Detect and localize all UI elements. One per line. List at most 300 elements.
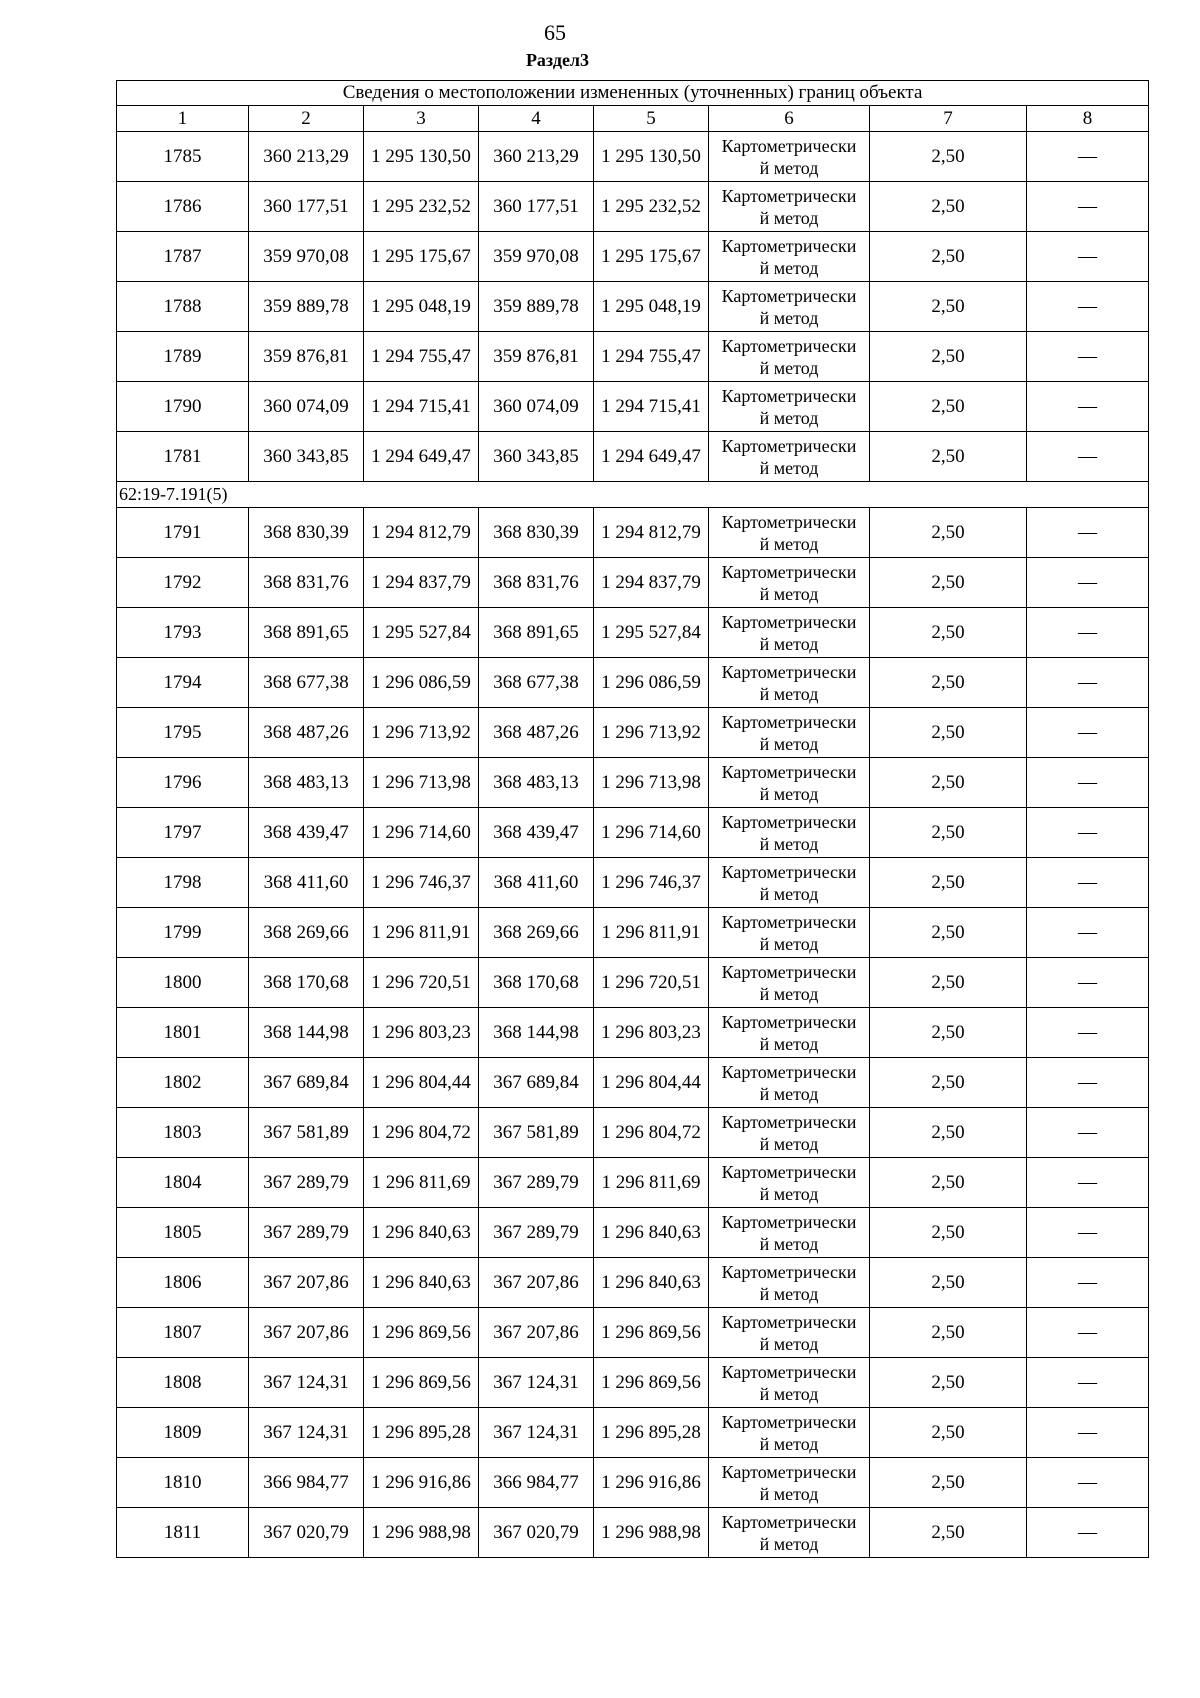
method-line-2: й метод <box>759 1433 819 1454</box>
x-new: 367 289,79 <box>479 1158 594 1208</box>
description-dash: — <box>1027 608 1149 658</box>
description-dash: — <box>1027 1458 1149 1508</box>
method-line-1: Картометрически <box>721 1161 857 1182</box>
precision: 2,50 <box>870 858 1027 908</box>
method-line-1: Картометрически <box>721 1261 857 1282</box>
method-line-1: Картометрически <box>721 1461 857 1482</box>
method <box>709 508 870 558</box>
y-new: 1 295 048,19 <box>594 282 709 332</box>
y-new: 1 295 175,67 <box>594 232 709 282</box>
x-new: 359 970,08 <box>479 232 594 282</box>
table-body <box>117 132 1149 1558</box>
y-new: 1 296 714,60 <box>594 808 709 858</box>
method <box>709 1358 870 1408</box>
x-old: 367 020,79 <box>249 1508 364 1558</box>
precision: 2,50 <box>870 132 1027 182</box>
table-row <box>117 1158 1149 1208</box>
table-caption: Сведения о местоположении измененных (уточненных) границ объекта <box>117 81 1149 106</box>
precision: 2,50 <box>870 608 1027 658</box>
method <box>709 608 870 658</box>
description-dash: — <box>1027 708 1149 758</box>
method-line-1: Картометрически <box>721 861 857 882</box>
y-old: 1 296 804,72 <box>364 1108 479 1158</box>
y-new: 1 296 713,98 <box>594 758 709 808</box>
table-row <box>117 1108 1149 1158</box>
method-line-1: Картометрически <box>721 1111 857 1132</box>
table-row <box>117 758 1149 808</box>
column-number-4: 4 <box>479 106 594 132</box>
x-old: 367 124,31 <box>249 1408 364 1458</box>
description-dash: — <box>1027 1058 1149 1108</box>
y-new: 1 296 869,56 <box>594 1358 709 1408</box>
x-old: 367 207,86 <box>249 1258 364 1308</box>
y-old: 1 296 811,91 <box>364 908 479 958</box>
group-row <box>117 482 1149 508</box>
method-line-1: Картометрически <box>721 1211 857 1232</box>
x-new: 367 289,79 <box>479 1208 594 1258</box>
table-row <box>117 858 1149 908</box>
description-dash: — <box>1027 232 1149 282</box>
x-old: 367 689,84 <box>249 1058 364 1108</box>
x-old: 368 483,13 <box>249 758 364 808</box>
y-new: 1 296 746,37 <box>594 858 709 908</box>
method <box>709 1158 870 1208</box>
x-old: 359 970,08 <box>249 232 364 282</box>
table-row <box>117 708 1149 758</box>
method-line-2: й метод <box>759 457 819 478</box>
y-old: 1 296 840,63 <box>364 1208 479 1258</box>
table-row <box>117 658 1149 708</box>
description-dash: — <box>1027 1208 1149 1258</box>
x-new: 368 144,98 <box>479 1008 594 1058</box>
table-row <box>117 182 1149 232</box>
method-line-2: й метод <box>759 407 819 428</box>
y-old: 1 294 837,79 <box>364 558 479 608</box>
y-old: 1 296 746,37 <box>364 858 479 908</box>
x-new: 360 177,51 <box>479 182 594 232</box>
y-old: 1 296 714,60 <box>364 808 479 858</box>
x-old: 368 144,98 <box>249 1008 364 1058</box>
precision: 2,50 <box>870 708 1027 758</box>
precision: 2,50 <box>870 1408 1027 1458</box>
x-old: 368 439,47 <box>249 808 364 858</box>
method <box>709 1258 870 1308</box>
precision: 2,50 <box>870 1308 1027 1358</box>
point-number: 1791 <box>117 508 249 558</box>
point-number: 1808 <box>117 1358 249 1408</box>
point-number: 1794 <box>117 658 249 708</box>
method-line-2: й метод <box>759 1183 819 1204</box>
point-number: 1802 <box>117 1058 249 1108</box>
method-line-2: й метод <box>759 1133 819 1154</box>
x-old: 366 984,77 <box>249 1458 364 1508</box>
precision: 2,50 <box>870 1358 1027 1408</box>
point-number: 1811 <box>117 1508 249 1558</box>
table-row <box>117 908 1149 958</box>
method-line-1: Картометрически <box>721 1311 857 1332</box>
description-dash: — <box>1027 332 1149 382</box>
y-new: 1 296 713,92 <box>594 708 709 758</box>
table-row <box>117 1458 1149 1508</box>
description-dash: — <box>1027 1358 1149 1408</box>
x-new: 367 581,89 <box>479 1108 594 1158</box>
point-number: 1801 <box>117 1008 249 1058</box>
point-number: 1809 <box>117 1408 249 1458</box>
y-new: 1 296 988,98 <box>594 1508 709 1558</box>
point-number: 1805 <box>117 1208 249 1258</box>
y-old: 1 296 916,86 <box>364 1458 479 1508</box>
x-new: 359 876,81 <box>479 332 594 382</box>
method-line-1: Картометрически <box>721 511 857 532</box>
method-line-2: й метод <box>759 1283 819 1304</box>
method-line-2: й метод <box>759 1533 819 1554</box>
y-new: 1 296 811,69 <box>594 1158 709 1208</box>
y-new: 1 296 869,56 <box>594 1308 709 1358</box>
method-line-2: й метод <box>759 783 819 804</box>
table-row <box>117 232 1149 282</box>
method <box>709 558 870 608</box>
x-old: 368 269,66 <box>249 908 364 958</box>
method-line-2: й метод <box>759 583 819 604</box>
x-new: 368 483,13 <box>479 758 594 808</box>
description-dash: — <box>1027 808 1149 858</box>
table-row <box>117 1008 1149 1058</box>
column-number-5: 5 <box>594 106 709 132</box>
point-number: 1803 <box>117 1108 249 1158</box>
method <box>709 332 870 382</box>
method-line-2: й метод <box>759 207 819 228</box>
section-title: Раздел3 <box>525 50 590 70</box>
precision: 2,50 <box>870 508 1027 558</box>
y-old: 1 296 803,23 <box>364 1008 479 1058</box>
method <box>709 432 870 482</box>
method-line-1: Картометрически <box>721 1361 857 1382</box>
y-new: 1 294 715,41 <box>594 382 709 432</box>
method-line-1: Картометрически <box>721 285 857 306</box>
column-number-row <box>117 106 1149 132</box>
precision: 2,50 <box>870 1258 1027 1308</box>
y-old: 1 294 715,41 <box>364 382 479 432</box>
precision: 2,50 <box>870 1008 1027 1058</box>
y-new: 1 296 840,63 <box>594 1258 709 1308</box>
point-number: 1790 <box>117 382 249 432</box>
description-dash: — <box>1027 132 1149 182</box>
method-line-1: Картометрически <box>721 1011 857 1032</box>
x-new: 368 411,60 <box>479 858 594 908</box>
description-dash: — <box>1027 432 1149 482</box>
method-line-1: Картометрически <box>721 1061 857 1082</box>
table-row <box>117 382 1149 432</box>
y-old: 1 296 086,59 <box>364 658 479 708</box>
point-number: 1800 <box>117 958 249 1008</box>
x-old: 368 891,65 <box>249 608 364 658</box>
page-number: 65 <box>544 20 566 45</box>
y-new: 1 296 804,72 <box>594 1108 709 1158</box>
x-old: 367 289,79 <box>249 1208 364 1258</box>
y-old: 1 296 811,69 <box>364 1158 479 1208</box>
y-old: 1 296 804,44 <box>364 1058 479 1108</box>
y-old: 1 294 812,79 <box>364 508 479 558</box>
x-old: 368 487,26 <box>249 708 364 758</box>
y-new: 1 296 804,44 <box>594 1058 709 1108</box>
table-row <box>117 1208 1149 1258</box>
method-line-2: й метод <box>759 733 819 754</box>
method-line-2: й метод <box>759 1083 819 1104</box>
precision: 2,50 <box>870 1058 1027 1108</box>
description-dash: — <box>1027 1108 1149 1158</box>
point-number: 1788 <box>117 282 249 332</box>
column-number-3: 3 <box>364 106 479 132</box>
description-dash: — <box>1027 508 1149 558</box>
table-row <box>117 432 1149 482</box>
description-dash: — <box>1027 382 1149 432</box>
x-new: 366 984,77 <box>479 1458 594 1508</box>
description-dash: — <box>1027 1408 1149 1458</box>
point-number: 1786 <box>117 182 249 232</box>
method-line-1: Картометрически <box>721 711 857 732</box>
method-line-1: Картометрически <box>721 1511 857 1532</box>
y-new: 1 296 895,28 <box>594 1408 709 1458</box>
method-line-2: й метод <box>759 1033 819 1054</box>
x-new: 368 831,76 <box>479 558 594 608</box>
method-line-1: Картометрически <box>721 911 857 932</box>
method-line-2: й метод <box>759 933 819 954</box>
description-dash: — <box>1027 1508 1149 1558</box>
x-old: 360 343,85 <box>249 432 364 482</box>
precision: 2,50 <box>870 1208 1027 1258</box>
x-new: 367 124,31 <box>479 1408 594 1458</box>
y-old: 1 296 840,63 <box>364 1258 479 1308</box>
precision: 2,50 <box>870 182 1027 232</box>
description-dash: — <box>1027 1308 1149 1358</box>
y-old: 1 296 895,28 <box>364 1408 479 1458</box>
description-dash: — <box>1027 858 1149 908</box>
description-dash: — <box>1027 1158 1149 1208</box>
precision: 2,50 <box>870 232 1027 282</box>
precision: 2,50 <box>870 958 1027 1008</box>
method-line-1: Картометрически <box>721 335 857 356</box>
column-number-6: 6 <box>709 106 870 132</box>
point-number: 1799 <box>117 908 249 958</box>
precision: 2,50 <box>870 1508 1027 1558</box>
x-old: 368 677,38 <box>249 658 364 708</box>
description-dash: — <box>1027 558 1149 608</box>
cadastral-number: 62:19-7.191(5) <box>117 482 1149 508</box>
table-row <box>117 332 1149 382</box>
method-line-1: Картометрически <box>721 1411 857 1432</box>
method-line-2: й метод <box>759 1233 819 1254</box>
x-old: 359 876,81 <box>249 332 364 382</box>
method <box>709 282 870 332</box>
y-old: 1 294 649,47 <box>364 432 479 482</box>
method-line-2: й метод <box>759 983 819 1004</box>
point-number: 1792 <box>117 558 249 608</box>
x-old: 367 581,89 <box>249 1108 364 1158</box>
table-row <box>117 1058 1149 1108</box>
x-new: 359 889,78 <box>479 282 594 332</box>
column-number-7: 7 <box>870 106 1027 132</box>
table-row <box>117 1408 1149 1458</box>
table-row <box>117 1508 1149 1558</box>
x-new: 360 213,29 <box>479 132 594 182</box>
method-line-2: й метод <box>759 883 819 904</box>
precision: 2,50 <box>870 282 1027 332</box>
method-line-1: Картометрически <box>721 135 857 156</box>
y-new: 1 296 840,63 <box>594 1208 709 1258</box>
y-old: 1 296 869,56 <box>364 1358 479 1408</box>
point-number: 1789 <box>117 332 249 382</box>
x-new: 360 343,85 <box>479 432 594 482</box>
method <box>709 382 870 432</box>
precision: 2,50 <box>870 382 1027 432</box>
method <box>709 1508 870 1558</box>
point-number: 1807 <box>117 1308 249 1358</box>
y-old: 1 295 527,84 <box>364 608 479 658</box>
description-dash: — <box>1027 758 1149 808</box>
table-row <box>117 558 1149 608</box>
description-dash: — <box>1027 1008 1149 1058</box>
table-row <box>117 1258 1149 1308</box>
method <box>709 1108 870 1158</box>
method <box>709 1308 870 1358</box>
method-line-1: Картометрически <box>721 385 857 406</box>
x-new: 368 677,38 <box>479 658 594 708</box>
point-number: 1810 <box>117 1458 249 1508</box>
y-old: 1 295 232,52 <box>364 182 479 232</box>
x-old: 367 207,86 <box>249 1308 364 1358</box>
table-row <box>117 958 1149 1008</box>
y-old: 1 296 869,56 <box>364 1308 479 1358</box>
y-new: 1 294 755,47 <box>594 332 709 382</box>
method <box>709 1008 870 1058</box>
x-old: 360 213,29 <box>249 132 364 182</box>
table-row <box>117 1308 1149 1358</box>
y-new: 1 296 811,91 <box>594 908 709 958</box>
x-new: 367 020,79 <box>479 1508 594 1558</box>
y-old: 1 296 720,51 <box>364 958 479 1008</box>
method <box>709 1208 870 1258</box>
method-line-1: Картометрически <box>721 961 857 982</box>
method <box>709 132 870 182</box>
x-new: 367 207,86 <box>479 1308 594 1358</box>
method <box>709 1408 870 1458</box>
method <box>709 1058 870 1108</box>
method-line-1: Картометрически <box>721 811 857 832</box>
description-dash: — <box>1027 1258 1149 1308</box>
y-new: 1 295 232,52 <box>594 182 709 232</box>
column-number-8: 8 <box>1027 106 1149 132</box>
y-old: 1 295 130,50 <box>364 132 479 182</box>
y-new: 1 294 837,79 <box>594 558 709 608</box>
method <box>709 182 870 232</box>
x-old: 368 831,76 <box>249 558 364 608</box>
y-new: 1 294 649,47 <box>594 432 709 482</box>
y-new: 1 295 130,50 <box>594 132 709 182</box>
y-new: 1 296 720,51 <box>594 958 709 1008</box>
method-line-2: й метод <box>759 357 819 378</box>
point-number: 1785 <box>117 132 249 182</box>
x-old: 367 124,31 <box>249 1358 364 1408</box>
method-line-2: й метод <box>759 157 819 178</box>
x-new: 367 689,84 <box>479 1058 594 1108</box>
y-new: 1 296 803,23 <box>594 1008 709 1058</box>
method-line-1: Картометрически <box>721 185 857 206</box>
y-old: 1 296 713,92 <box>364 708 479 758</box>
y-old: 1 296 713,98 <box>364 758 479 808</box>
method <box>709 908 870 958</box>
x-new: 360 074,09 <box>479 382 594 432</box>
table-row <box>117 132 1149 182</box>
x-old: 368 170,68 <box>249 958 364 1008</box>
boundary-table <box>116 80 1149 1558</box>
table-row <box>117 1358 1149 1408</box>
x-old: 360 074,09 <box>249 382 364 432</box>
method-line-1: Картометрически <box>721 661 857 682</box>
method-line-1: Картометрически <box>721 761 857 782</box>
precision: 2,50 <box>870 1158 1027 1208</box>
method <box>709 232 870 282</box>
point-number: 1793 <box>117 608 249 658</box>
x-old: 368 830,39 <box>249 508 364 558</box>
method <box>709 708 870 758</box>
point-number: 1797 <box>117 808 249 858</box>
precision: 2,50 <box>870 658 1027 708</box>
x-new: 367 207,86 <box>479 1258 594 1308</box>
x-old: 367 289,79 <box>249 1158 364 1208</box>
description-dash: — <box>1027 958 1149 1008</box>
point-number: 1806 <box>117 1258 249 1308</box>
precision: 2,50 <box>870 558 1027 608</box>
x-new: 368 269,66 <box>479 908 594 958</box>
table-row <box>117 282 1149 332</box>
method-line-2: й метод <box>759 633 819 654</box>
x-old: 359 889,78 <box>249 282 364 332</box>
x-new: 368 439,47 <box>479 808 594 858</box>
method <box>709 808 870 858</box>
method-line-2: й метод <box>759 257 819 278</box>
method <box>709 1458 870 1508</box>
description-dash: — <box>1027 182 1149 232</box>
x-old: 368 411,60 <box>249 858 364 908</box>
y-old: 1 296 988,98 <box>364 1508 479 1558</box>
table-row <box>117 608 1149 658</box>
point-number: 1796 <box>117 758 249 808</box>
column-number-1: 1 <box>117 106 249 132</box>
description-dash: — <box>1027 658 1149 708</box>
x-new: 368 487,26 <box>479 708 594 758</box>
method-line-2: й метод <box>759 533 819 554</box>
point-number: 1804 <box>117 1158 249 1208</box>
method <box>709 858 870 908</box>
table-row <box>117 808 1149 858</box>
precision: 2,50 <box>870 1108 1027 1158</box>
y-new: 1 295 527,84 <box>594 608 709 658</box>
y-old: 1 295 175,67 <box>364 232 479 282</box>
precision: 2,50 <box>870 1458 1027 1508</box>
precision: 2,50 <box>870 758 1027 808</box>
description-dash: — <box>1027 282 1149 332</box>
y-old: 1 295 048,19 <box>364 282 479 332</box>
point-number: 1781 <box>117 432 249 482</box>
method <box>709 658 870 708</box>
precision: 2,50 <box>870 808 1027 858</box>
method-line-2: й метод <box>759 683 819 704</box>
method <box>709 958 870 1008</box>
x-old: 360 177,51 <box>249 182 364 232</box>
y-new: 1 296 916,86 <box>594 1458 709 1508</box>
precision: 2,50 <box>870 908 1027 958</box>
method-line-2: й метод <box>759 1483 819 1504</box>
